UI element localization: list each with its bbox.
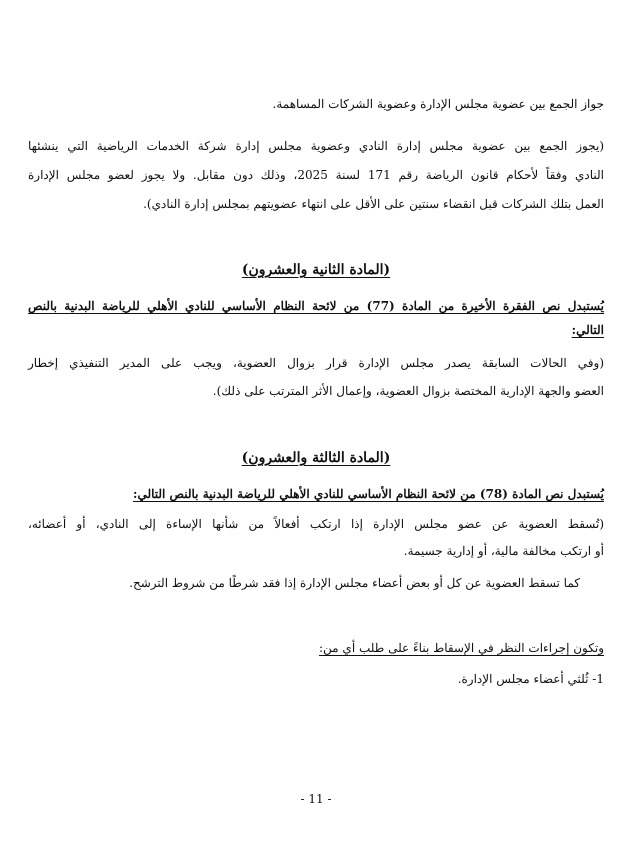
intro-paragraph-line-2: النادي وفقاً لأحكام قانون الرياضة رقم 171 لسنة 2025، وذلك دون مقابل. ولا يجوز لعضو مجلس الإدارة bbox=[28, 168, 605, 182]
intro-line: جواز الجمع بين عضوية مجلس الإدارة وعضوية الشركات المساهمة. bbox=[272, 97, 604, 111]
article-22-heading: (المادة الثانية والعشرون) bbox=[241, 262, 391, 278]
article-23-body-line-3: كما تسقط العضوية عن كل أو بعض أعضاء مجلس الإدارة إذا فقد شرطًا من شروط الترشح. bbox=[129, 576, 580, 590]
article-23-heading: (المادة الثالثة والعشرون) bbox=[241, 450, 391, 466]
page-number: - 11 - bbox=[300, 792, 332, 806]
article-22-subheading-line-1: يُستبدل نص الفقرة الأخيرة من المادة (77) من لائحة النظام الأساسي للنادي الأهلي للرياضة البدنية بالنص bbox=[28, 299, 604, 313]
article-22-body-line-1: (وفي الحالات السابقة يصدر مجلس الإدارة قرار بزوال العضوية، ويجب على المدير التنفيذي إخطار bbox=[28, 356, 604, 370]
list-item-1: 1- ثُلثي أعضاء مجلس الإدارة. bbox=[457, 672, 604, 686]
intro-paragraph-line-1: (يجوز الجمع بين عضوية مجلس إدارة النادي وعضوية مجلس إدارة شركة الخدمات الرياضية التي ينشئها bbox=[28, 139, 604, 153]
article-22-body-line-2: العضو والجهة الإدارية المختصة بزوال العضوية، وإعمال الأثر المترتب على ذلك). bbox=[212, 384, 604, 398]
procedure-line: وتكون إجراءات النظر في الإسقاط بناءً على طلب أي من: bbox=[319, 641, 604, 655]
article-23-subheading: يُستبدل نص المادة (78) من لائحة النظام الأساسي للنادي الأهلي للرياضة البدنية بالنص التالي: bbox=[133, 487, 604, 501]
article-22-subheading-line-2: التالي: bbox=[571, 323, 604, 337]
article-23-body-line-1: (تُسقط العضوية عن عضو مجلس الإدارة إذا ارتكب أفعالاً من شأنها الإساءة إلى النادي، أو أعضائه، bbox=[28, 517, 604, 531]
intro-paragraph-line-3: العمل بتلك الشركات قبل انقضاء سنتين على الأقل على انتهاء عضويتهم بمجلس إدارة النادي). bbox=[143, 197, 604, 211]
article-23-body-line-2: أو ارتكب مخالفة مالية، أو إدارية جسيمة. bbox=[403, 544, 604, 558]
